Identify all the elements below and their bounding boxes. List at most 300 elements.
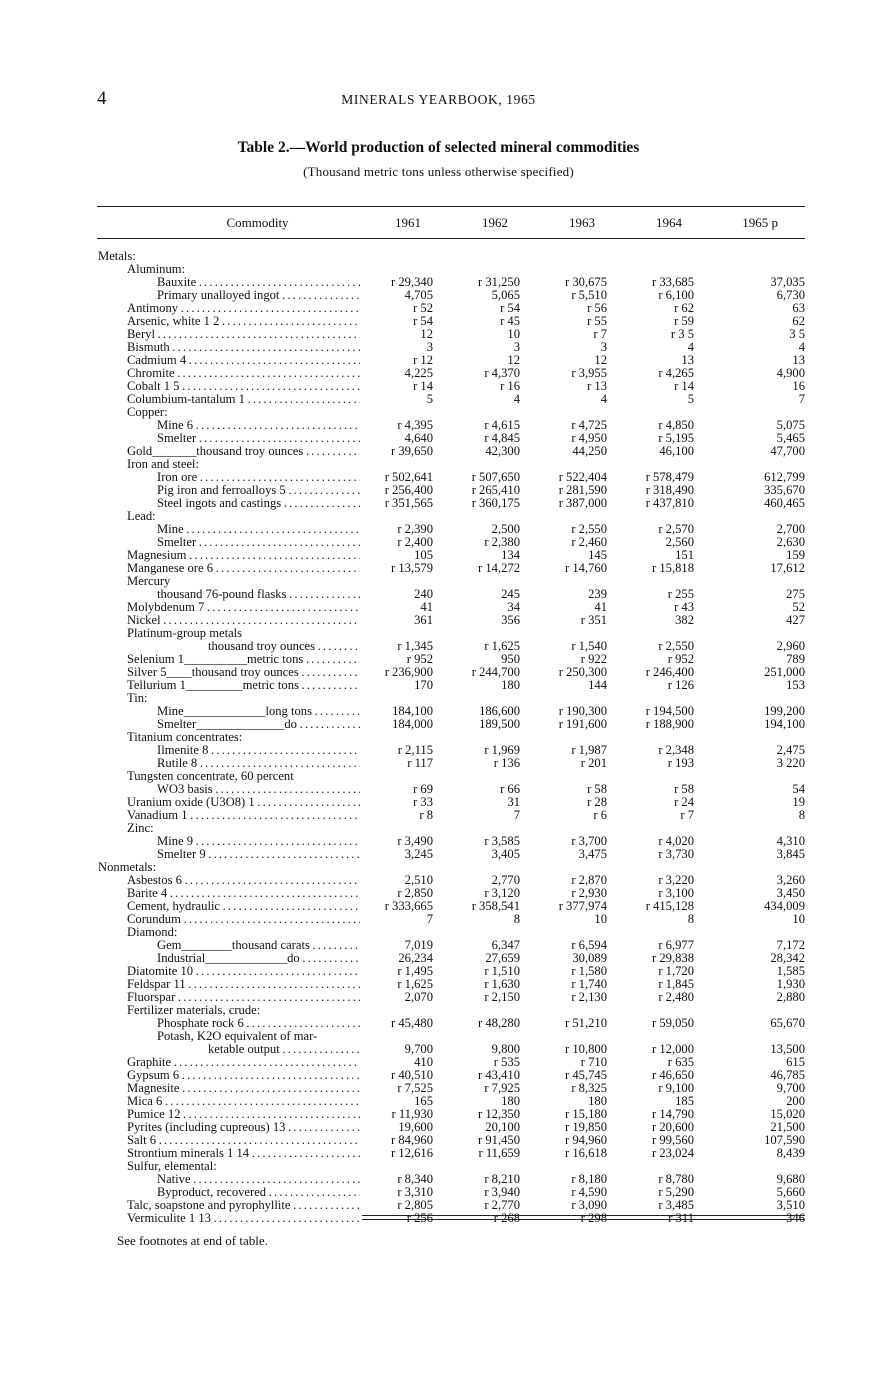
value-cell: 7,172 xyxy=(776,938,805,952)
value-cell: 105 xyxy=(414,548,433,562)
table-row xyxy=(0,1108,877,1121)
value-cell: 180 xyxy=(501,678,520,692)
value-cell: 3 5 xyxy=(789,327,805,341)
value-cell: 194,100 xyxy=(764,717,805,731)
commodity-label: Phosphate rock 6 . . . xyxy=(157,1017,360,1030)
table-row xyxy=(0,900,877,913)
value-cell: r 351,565 xyxy=(384,496,433,510)
value-cell: r 11,930 xyxy=(391,1107,433,1121)
commodity-label: Pumice 12 . . . xyxy=(127,1108,360,1121)
commodity-label: Ilmenite 8 . . . xyxy=(157,744,360,757)
value-cell: 134 xyxy=(501,548,520,562)
commodity-label: Nonmetals: xyxy=(98,860,157,874)
value-cell: 30,089 xyxy=(572,951,607,965)
value-cell: r 1,740 xyxy=(571,977,607,991)
value-cell: r 16 xyxy=(500,379,520,393)
value-cell: 17,612 xyxy=(770,561,805,575)
header-year-1964: 1964 xyxy=(656,215,682,230)
table-row xyxy=(0,1069,877,1082)
value-cell: r 8,180 xyxy=(571,1172,607,1186)
commodity-label: Nickel . . . xyxy=(127,614,360,627)
table-row xyxy=(0,861,877,874)
value-cell: r 351 xyxy=(580,613,607,627)
value-cell: 41 xyxy=(420,600,433,614)
table-row xyxy=(0,1017,877,1030)
table-row xyxy=(0,1082,877,1095)
value-cell: 2,770 xyxy=(491,873,520,887)
table-top-rule xyxy=(97,206,805,207)
value-cell: r 2,570 xyxy=(658,522,694,536)
value-cell: 335,670 xyxy=(764,483,805,497)
value-cell: 2,070 xyxy=(404,990,433,1004)
commodity-label: Mine 6 . . . xyxy=(157,419,360,432)
value-cell: 4,705 xyxy=(404,288,433,302)
table-row xyxy=(0,835,877,848)
commodity-label: Mine . . . xyxy=(157,523,360,536)
value-cell: 144 xyxy=(588,678,607,692)
value-cell: r 2,550 xyxy=(658,639,694,653)
value-cell: r 3,310 xyxy=(397,1185,433,1199)
value-cell: r 4,850 xyxy=(658,418,694,432)
value-cell: 2,880 xyxy=(776,990,805,1004)
value-cell: 5 xyxy=(687,392,694,406)
commodity-label: Industrial_____________do . . . xyxy=(157,952,360,965)
commodity-label: Mine_____________long tons . . . xyxy=(157,705,360,718)
header-year-1963: 1963 xyxy=(569,215,595,230)
commodity-label: Antimony . . . xyxy=(127,302,360,315)
value-cell: 12 xyxy=(594,353,607,367)
value-cell: r 7 xyxy=(680,808,694,822)
value-cell: r 15,180 xyxy=(565,1107,607,1121)
table-end-rule xyxy=(362,1215,805,1220)
value-cell: 427 xyxy=(786,613,805,627)
table-title: Table 2.—World production of selected mineral commodities xyxy=(237,139,640,156)
table-row xyxy=(0,1043,877,1056)
value-cell: 26,234 xyxy=(398,951,433,965)
table-row xyxy=(0,549,877,562)
value-cell: 7,019 xyxy=(404,938,433,952)
value-cell: r 377,974 xyxy=(558,899,607,913)
table-row xyxy=(0,1121,877,1134)
value-cell: 16 xyxy=(792,379,805,393)
value-cell: r 2,390 xyxy=(397,522,433,536)
value-cell: 3,260 xyxy=(776,873,805,887)
value-cell: r 117 xyxy=(407,756,433,770)
value-cell: 37,035 xyxy=(770,275,805,289)
value-cell: r 4,590 xyxy=(571,1185,607,1199)
value-cell: 2,475 xyxy=(776,743,805,757)
commodity-label: Vermiculite 1 13 . . . xyxy=(127,1212,360,1225)
value-cell: 4,310 xyxy=(776,834,805,848)
table-row xyxy=(0,926,877,939)
value-cell: r 30,675 xyxy=(565,275,607,289)
value-cell: 10 xyxy=(792,912,805,926)
value-cell: r 311 xyxy=(668,1211,694,1225)
value-cell: r 1,845 xyxy=(658,977,694,991)
value-cell: r 318,490 xyxy=(645,483,694,497)
value-cell: r 33 xyxy=(413,795,433,809)
value-cell: r 54 xyxy=(500,301,520,315)
commodity-label: Gypsum 6 . . . xyxy=(127,1069,360,1082)
value-cell: r 84,960 xyxy=(391,1133,433,1147)
table-row xyxy=(0,419,877,432)
value-cell: 46,785 xyxy=(770,1068,805,1082)
value-cell: r 62 xyxy=(674,301,694,315)
table-row xyxy=(0,484,877,497)
value-cell: 356 xyxy=(501,613,520,627)
value-cell: r 51,210 xyxy=(565,1016,607,1030)
value-cell: r 3,940 xyxy=(484,1185,520,1199)
value-cell: r 3,730 xyxy=(658,847,694,861)
value-cell: 3,245 xyxy=(404,847,433,861)
value-cell: r 8,780 xyxy=(658,1172,694,1186)
value-cell: r 40,510 xyxy=(391,1068,433,1082)
value-cell: 245 xyxy=(501,587,520,601)
value-cell: 240 xyxy=(414,587,433,601)
value-cell: r 3,090 xyxy=(571,1198,607,1212)
value-cell: r 2,930 xyxy=(571,886,607,900)
value-cell: 3,475 xyxy=(578,847,607,861)
value-cell: r 2,380 xyxy=(484,535,520,549)
commodity-label: Diamond: xyxy=(127,925,178,939)
value-cell: r 33,685 xyxy=(652,275,694,289)
value-cell: 65,670 xyxy=(770,1016,805,1030)
table-row xyxy=(0,1186,877,1199)
value-cell: r 256,400 xyxy=(384,483,433,497)
table-row xyxy=(0,406,877,419)
table-row xyxy=(0,1173,877,1186)
value-cell: 12 xyxy=(507,353,520,367)
commodity-label: Mica 6 . . . xyxy=(127,1095,360,1108)
value-cell: 13 xyxy=(681,353,694,367)
page-number: 4 xyxy=(97,88,107,109)
commodity-label: Asbestos 6 . . . xyxy=(127,874,360,887)
value-cell: r 4,020 xyxy=(658,834,694,848)
table-row xyxy=(0,796,877,809)
commodity-label: Rutile 8 . . . xyxy=(157,757,360,770)
value-cell: r 265,410 xyxy=(471,483,520,497)
value-cell: r 8,325 xyxy=(571,1081,607,1095)
commodity-label: Molybdenum 7 . . . xyxy=(127,601,360,614)
table-row xyxy=(0,354,877,367)
value-cell: 2,700 xyxy=(776,522,805,536)
book-title: MINERALS YEARBOOK, 1965 xyxy=(341,92,536,107)
value-cell: r 52 xyxy=(413,301,433,315)
value-cell: 185 xyxy=(675,1094,694,1108)
table-row xyxy=(0,471,877,484)
table-row xyxy=(0,1004,877,1017)
value-cell: 8 xyxy=(513,912,520,926)
commodity-label: Steel ingots and castings . . . xyxy=(157,497,360,510)
value-cell: r 11,659 xyxy=(478,1146,520,1160)
header-year-1961: 1961 xyxy=(395,215,421,230)
value-cell: r 256 xyxy=(406,1211,433,1225)
value-cell: r 437,810 xyxy=(645,496,694,510)
value-cell: 1,930 xyxy=(776,977,805,991)
value-cell: r 28 xyxy=(587,795,607,809)
value-cell: r 3,955 xyxy=(571,366,607,380)
value-cell: 41 xyxy=(594,600,607,614)
table-row xyxy=(0,640,877,653)
running-head xyxy=(0,88,877,110)
value-cell: r 45,480 xyxy=(391,1016,433,1030)
commodity-label: Smelter______________do . . . xyxy=(157,718,360,731)
value-cell: r 19,850 xyxy=(565,1120,607,1134)
value-cell: r 14 xyxy=(413,379,433,393)
value-cell: 184,100 xyxy=(392,704,433,718)
value-cell: r 2,115 xyxy=(397,743,433,757)
value-cell: r 635 xyxy=(667,1055,694,1069)
value-cell: r 1,510 xyxy=(484,964,520,978)
value-cell: r 14 xyxy=(674,379,694,393)
table-row xyxy=(0,744,877,757)
table-row xyxy=(0,263,877,276)
value-cell: 3,405 xyxy=(491,847,520,861)
commodity-label: Magnesite . . . xyxy=(127,1082,360,1095)
value-cell: r 43,410 xyxy=(478,1068,520,1082)
commodity-label: thousand troy ounces . . . xyxy=(208,640,360,653)
commodity-label: Smelter . . . xyxy=(157,536,360,549)
value-cell: r 23,024 xyxy=(652,1146,694,1160)
table-row xyxy=(0,1030,877,1043)
value-cell: 4 xyxy=(798,340,805,354)
table-row xyxy=(0,731,877,744)
table-row xyxy=(0,575,877,588)
value-cell: 31 xyxy=(507,795,520,809)
table-row xyxy=(0,523,877,536)
value-cell: r 45,745 xyxy=(565,1068,607,1082)
value-cell: 5,465 xyxy=(776,431,805,445)
value-cell: 10 xyxy=(507,327,520,341)
value-cell: 52 xyxy=(792,600,805,614)
header-commodity: Commodity xyxy=(226,215,289,230)
value-cell: r 952 xyxy=(667,652,694,666)
value-cell: r 3,220 xyxy=(658,873,694,887)
value-cell: r 3,485 xyxy=(658,1198,694,1212)
value-cell: r 2,770 xyxy=(484,1198,520,1212)
commodity-label: Titanium concentrates: xyxy=(127,730,243,744)
value-cell: 9,700 xyxy=(776,1081,805,1095)
commodity-label: Byproduct, recovered . . . xyxy=(157,1186,360,1199)
value-cell: r 12,350 xyxy=(478,1107,520,1121)
value-cell: r 126 xyxy=(667,678,694,692)
value-cell: r 12,616 xyxy=(391,1146,433,1160)
value-cell: r 6,100 xyxy=(658,288,694,302)
value-cell: 950 xyxy=(501,652,520,666)
value-cell: r 1,987 xyxy=(571,743,607,757)
value-cell: 9,680 xyxy=(776,1172,805,1186)
value-cell: r 136 xyxy=(493,756,520,770)
value-cell: r 3,585 xyxy=(484,834,520,848)
commodity-label: Mine 9 . . . xyxy=(157,835,360,848)
commodity-label: Feldspar 11 . . . xyxy=(127,978,360,991)
table-row xyxy=(0,653,877,666)
value-cell: 615 xyxy=(786,1055,805,1069)
value-cell: r 2,460 xyxy=(571,535,607,549)
commodity-label: Pig iron and ferroalloys 5 . . . xyxy=(157,484,360,497)
commodity-label: Barite 4 . . . xyxy=(127,887,360,900)
value-cell: r 1,720 xyxy=(658,964,694,978)
value-cell: r 15,818 xyxy=(652,561,694,575)
value-cell: r 244,700 xyxy=(471,665,520,679)
value-cell: 186,600 xyxy=(479,704,520,718)
value-cell: r 6 xyxy=(593,808,607,822)
table-row xyxy=(0,328,877,341)
commodity-label: Bismuth . . . xyxy=(127,341,360,354)
commodity-label: WO3 basis . . . xyxy=(157,783,360,796)
commodity-label: Mercury xyxy=(127,574,171,588)
value-cell: r 360,175 xyxy=(471,496,520,510)
value-cell: 7 xyxy=(513,808,520,822)
value-cell: r 69 xyxy=(413,782,433,796)
table-row xyxy=(0,458,877,471)
value-cell: 239 xyxy=(588,587,607,601)
commodity-label: ketable output . . . xyxy=(208,1043,360,1056)
value-cell: r 3,100 xyxy=(658,886,694,900)
value-cell: 789 xyxy=(786,652,805,666)
value-cell: r 387,000 xyxy=(558,496,607,510)
value-cell: r 4,370 xyxy=(484,366,520,380)
value-cell: r 39,650 xyxy=(391,444,433,458)
value-cell: r 190,300 xyxy=(558,704,607,718)
value-cell: r 94,960 xyxy=(565,1133,607,1147)
value-cell: r 193 xyxy=(667,756,694,770)
value-cell: 7 xyxy=(798,392,805,406)
table-row xyxy=(0,601,877,614)
commodity-label: Silver 5____thousand troy ounces . . . xyxy=(127,666,360,679)
value-cell: r 201 xyxy=(580,756,607,770)
commodity-label: Talc, soapstone and pyrophyllite . . . xyxy=(127,1199,360,1212)
value-cell: 151 xyxy=(675,548,694,562)
commodity-label: Lead: xyxy=(127,509,156,523)
value-cell: r 16,618 xyxy=(565,1146,607,1160)
value-cell: 6,347 xyxy=(491,938,520,952)
value-cell: r 522,404 xyxy=(558,470,607,484)
value-cell: 2,960 xyxy=(776,639,805,653)
value-cell: r 710 xyxy=(580,1055,607,1069)
value-cell: r 5,290 xyxy=(658,1185,694,1199)
value-cell: r 4,615 xyxy=(484,418,520,432)
value-cell: r 31,250 xyxy=(478,275,520,289)
value-cell: 5,075 xyxy=(776,418,805,432)
value-cell: 34 xyxy=(507,600,520,614)
value-cell: r 54 xyxy=(413,314,433,328)
table-row xyxy=(0,1095,877,1108)
value-cell: 184,000 xyxy=(392,717,433,731)
value-cell: r 2,130 xyxy=(571,990,607,1004)
value-cell: r 507,650 xyxy=(471,470,520,484)
value-cell: 3 220 xyxy=(776,756,805,770)
value-cell: r 8,340 xyxy=(397,1172,433,1186)
value-cell: 46,100 xyxy=(659,444,694,458)
table-row xyxy=(0,770,877,783)
value-cell: 107,590 xyxy=(764,1133,805,1147)
table-row xyxy=(0,380,877,393)
table-row xyxy=(0,666,877,679)
value-cell: r 298 xyxy=(580,1211,607,1225)
value-cell: 2,510 xyxy=(404,873,433,887)
table-row xyxy=(0,822,877,835)
value-cell: r 2,150 xyxy=(484,990,520,1004)
commodity-label: Cobalt 1 5 . . . xyxy=(127,380,360,393)
value-cell: 1,585 xyxy=(776,964,805,978)
value-cell: r 5,510 xyxy=(571,288,607,302)
value-cell: r 8 xyxy=(419,808,433,822)
value-cell: r 20,600 xyxy=(652,1120,694,1134)
value-cell: r 255 xyxy=(667,587,694,601)
table-row xyxy=(0,432,877,445)
value-cell: r 333,665 xyxy=(384,899,433,913)
value-cell: 4 xyxy=(687,340,694,354)
header-bottom-rule xyxy=(97,238,805,239)
value-cell: 7 xyxy=(426,912,433,926)
value-cell: 8 xyxy=(687,912,694,926)
value-cell: r 1,580 xyxy=(571,964,607,978)
value-cell: 4 xyxy=(513,392,520,406)
commodity-label: Platinum-group metals xyxy=(127,626,243,640)
value-cell: 62 xyxy=(792,314,805,328)
value-cell: 410 xyxy=(414,1055,433,1069)
value-cell: 3,510 xyxy=(776,1198,805,1212)
value-cell: r 59,050 xyxy=(652,1016,694,1030)
table-row xyxy=(0,341,877,354)
value-cell: r 281,590 xyxy=(558,483,607,497)
table-subtitle: (Thousand metric tons unless otherwise specified) xyxy=(303,164,574,179)
table-row xyxy=(0,276,877,289)
value-cell: r 43 xyxy=(674,600,694,614)
value-cell: r 4,950 xyxy=(571,431,607,445)
value-cell: r 3 5 xyxy=(670,327,694,341)
table-row xyxy=(0,939,877,952)
table-row xyxy=(0,874,877,887)
commodity-label: Gold_______thousand troy ounces . . . xyxy=(127,445,360,458)
value-cell: r 5,195 xyxy=(658,431,694,445)
commodity-label: Cadmium 4 . . . xyxy=(127,354,360,367)
table-row xyxy=(0,692,877,705)
commodity-label: Fertilizer materials, crude: xyxy=(127,1003,261,1017)
value-cell: r 1,540 xyxy=(571,639,607,653)
value-cell: 165 xyxy=(414,1094,433,1108)
value-cell: 2,500 xyxy=(491,522,520,536)
table-row xyxy=(0,1199,877,1212)
value-cell: 180 xyxy=(501,1094,520,1108)
value-cell: r 99,560 xyxy=(652,1133,694,1147)
value-cell: 3,450 xyxy=(776,886,805,900)
table-body xyxy=(0,250,877,1225)
value-cell: r 14,272 xyxy=(478,561,520,575)
table-row xyxy=(0,367,877,380)
value-cell: r 8,210 xyxy=(484,1172,520,1186)
commodity-label: Manganese ore 6 . . . xyxy=(127,562,360,575)
table-row xyxy=(0,588,877,601)
value-cell: r 29,340 xyxy=(391,275,433,289)
commodity-label: Corundum . . . xyxy=(127,913,360,926)
value-cell: r 6,977 xyxy=(658,938,694,952)
value-cell: r 922 xyxy=(580,652,607,666)
footnote: See footnotes at end of table. xyxy=(117,1233,268,1248)
value-cell: r 246,400 xyxy=(645,665,694,679)
commodity-label: Metals: xyxy=(98,249,136,263)
commodity-label: Cement, hydraulic . . . xyxy=(127,900,360,913)
commodity-label: Magnesium . . . xyxy=(127,549,360,562)
value-cell: r 1,969 xyxy=(484,743,520,757)
table-row xyxy=(0,965,877,978)
value-cell: 21,500 xyxy=(770,1120,805,1134)
value-cell: 200 xyxy=(786,1094,805,1108)
value-cell: 189,500 xyxy=(479,717,520,731)
value-cell: r 236,900 xyxy=(384,665,433,679)
value-cell: 170 xyxy=(414,678,433,692)
